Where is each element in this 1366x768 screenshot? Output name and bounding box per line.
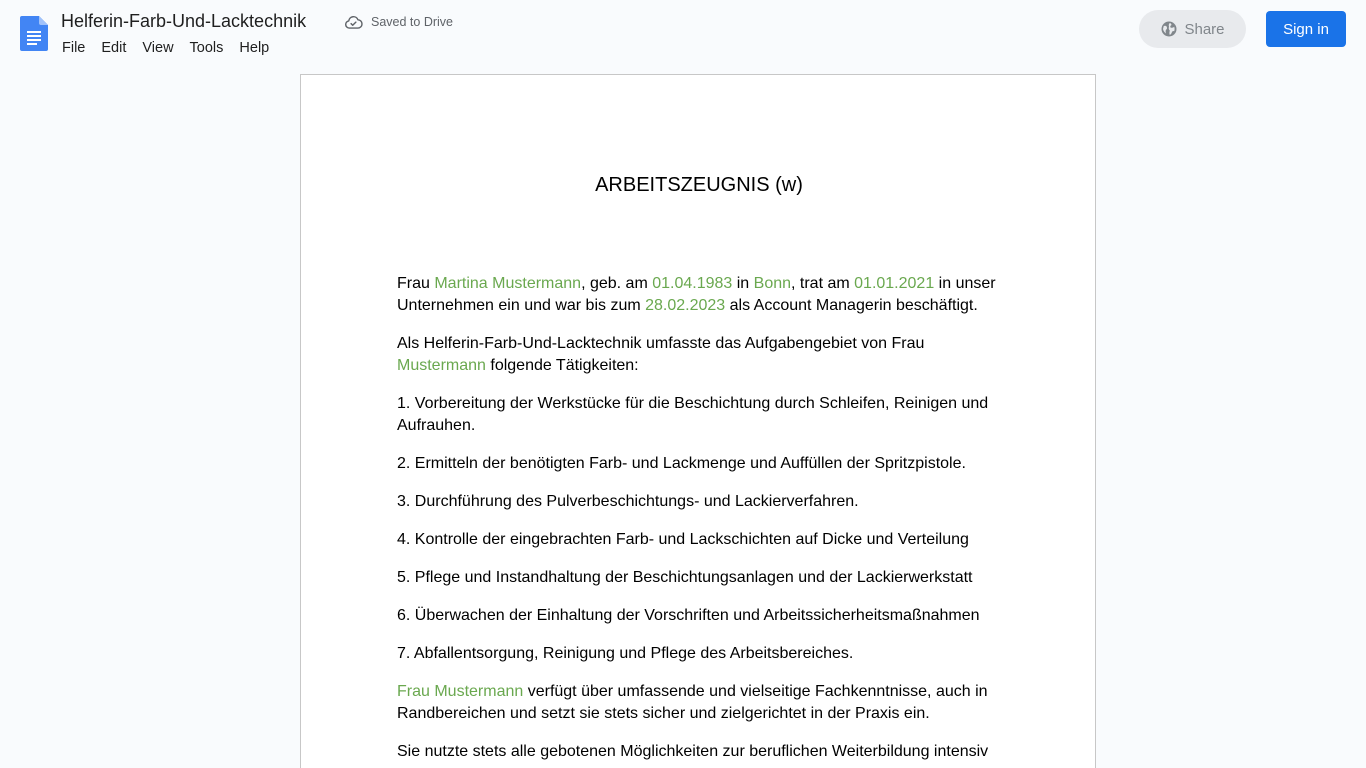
document-page[interactable] [300, 74, 1096, 768]
document-heading: ARBEITSZEUGNIS (w) [595, 174, 803, 196]
start-date: 01.01.2021 [854, 275, 935, 292]
text-span: in unser Unternehmen ein und war bis zum [397, 275, 996, 314]
task-item: 2. Ermitteln der benötigten Farb- und Lackmenge und Auffüllen der Spritzpistole. [397, 455, 966, 472]
task-item: 1. Vorbereitung der Werkstücke für die Beschichtung durch Schleifen, Reinigen und Aufrauhen. [397, 395, 989, 434]
menu-bar [54, 36, 277, 60]
intro-paragraph [397, 273, 1001, 317]
globe-icon [1160, 20, 1178, 38]
birth-city: Bonn [753, 275, 792, 292]
task-item: 7. Abfallentsorgung, Reinigung und Pflege des Arbeitsbereiches. [397, 645, 854, 662]
end-date: 28.02.2023 [645, 297, 726, 314]
menu-help[interactable]: Help [239, 40, 270, 56]
text-span: , trat am [791, 275, 855, 292]
employee-surname: Mustermann [397, 357, 486, 374]
cloud-done-icon [344, 13, 363, 32]
menu-edit[interactable]: Edit [101, 40, 127, 56]
training-paragraph: Sie nutzte stets alle gebotenen Möglichkeiten zur beruflichen Weiterbildung intensiv [397, 743, 989, 760]
birth-date: 01.04.1983 [652, 275, 733, 292]
save-status-label: Saved to Drive [371, 15, 453, 29]
employee-name: Frau Mustermann [397, 683, 524, 700]
sign-in-button[interactable]: Sign in [1266, 11, 1346, 47]
app-header [0, 0, 1366, 64]
task-item: 6. Überwachen der Einhaltung der Vorschriften und Arbeitssicherheitsmaßnahmen [397, 607, 980, 624]
save-status[interactable] [344, 13, 453, 31]
task-item: 5. Pflege und Instandhaltung der Beschichtungsanlagen und der Lackierwerkstatt [397, 569, 973, 586]
text-span: Frau [397, 275, 435, 292]
menu-file[interactable]: File [62, 40, 86, 56]
task-item: 4. Kontrolle der eingebrachten Farb- und Lackschichten auf Dicke und Verteilung [397, 531, 969, 548]
share-button[interactable] [1139, 10, 1246, 48]
text-span: Als Helferin-Farb-Und-Lacktechnik umfasste das Aufgabengebiet von Frau [397, 335, 925, 352]
share-label: Share [1184, 20, 1225, 38]
tasks-intro-paragraph [397, 333, 1001, 377]
text-span: als Account Managerin beschäftigt. [725, 297, 978, 314]
text-span: verfügt über umfassende und vielseitige Fachkenntnisse, auch in Randbereichen und setzt sie stets sicher und zielgerichtet in der Praxis ein. [397, 683, 988, 722]
document-title[interactable]: Helferin-Farb-Und-Lacktechnik [61, 11, 307, 31]
skills-paragraph [397, 681, 1001, 725]
employee-name: Martina Mustermann [434, 275, 582, 292]
menu-view[interactable]: View [142, 40, 174, 56]
menu-tools[interactable]: Tools [189, 40, 224, 56]
google-docs-icon[interactable] [20, 16, 48, 51]
document-body [397, 173, 1001, 768]
text-span: in [732, 275, 754, 292]
text-span: folgende Tätigkeiten: [485, 357, 639, 374]
task-item: 3. Durchführung des Pulverbeschichtungs- und Lackierverfahren. [397, 493, 859, 510]
text-span: , geb. am [581, 275, 653, 292]
